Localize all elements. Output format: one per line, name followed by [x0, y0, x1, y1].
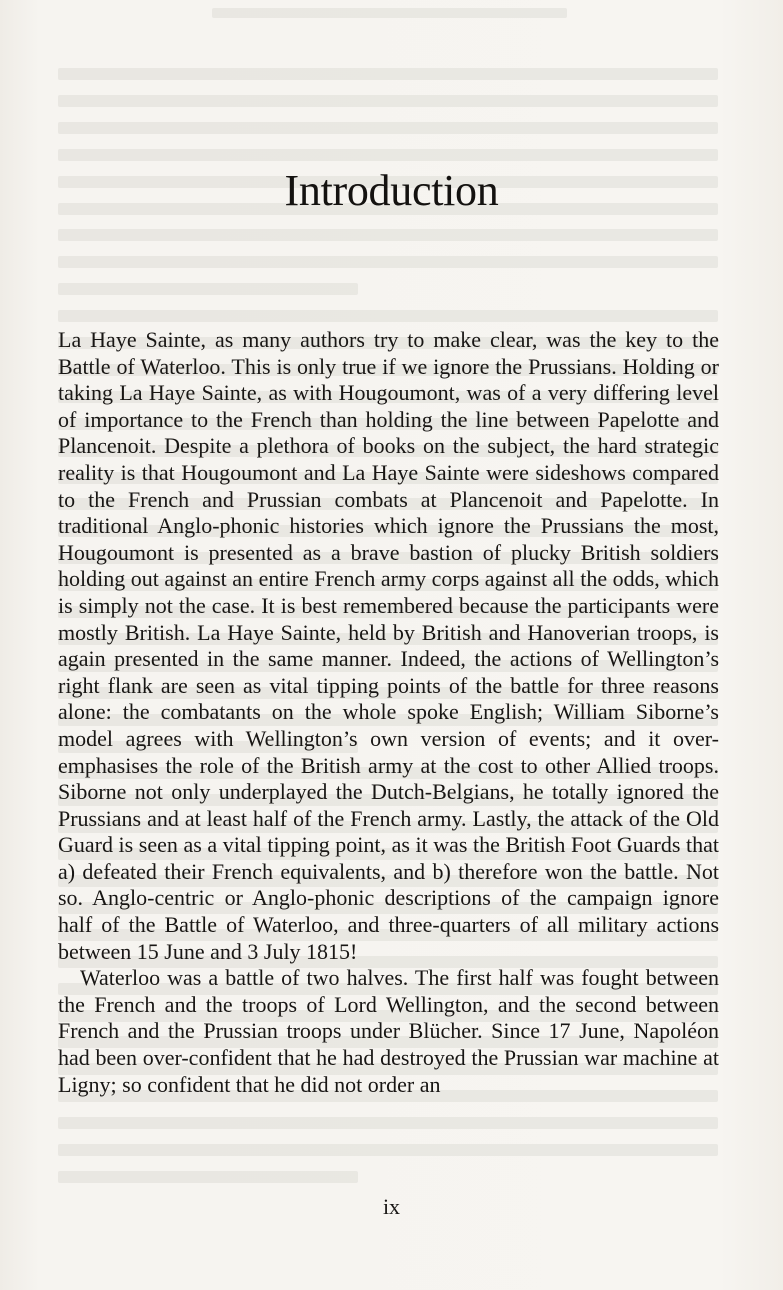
show-through-line — [58, 95, 718, 107]
show-through-line — [58, 1171, 358, 1183]
show-through-header — [212, 8, 567, 18]
body-text — [58, 327, 719, 1098]
show-through-line — [58, 1144, 718, 1156]
show-through-line — [58, 229, 718, 241]
show-through-line — [58, 256, 718, 268]
paragraph-1: La Haye Sainte, as many authors try to make clear, was the key to the Battle of Waterloo. This is only true if we ignore the Prussians. Holding or taking La Haye Sainte, as with Hougoumont, was of a very differing level of importance to the French than holding the line between Papelotte and Plancenoit. Despite a plethora of books on the subject, the hard strategic reality is that Hougoumont and La Haye Sainte were sideshows compared to the French and Prussian combats at Plancenoit and Papelotte. In traditional Anglo-phonic histories which ignore the Prussians the most, Hougoumont is presented as a brave bastion of plucky British soldiers holding out against an entire French army corps against all the odds, which is simply not the case. It is best remembered because the participants were mostly British. La Haye Sainte, held by British and Hanoverian troops, is again presented in the same manner. Indeed, the actions of Wellington’s right flank are seen as vital tipping points of the battle for three reasons alone: the combatants on the whole spoke English; William Siborne’s model agrees with Wellington’s own version of events; and it over-emphasises the role of the British army at the cost to other Allied troops. Siborne not only underplayed the Dutch-Belgians, he totally ignored the Prussians and at least half of the French army. Lastly, the attack of the Old Guard is seen as a vital tipping point, as it was the British Foot Guards that a) defeated their French equivalents, and b) therefore won the battle. Not so. Anglo-centric or Anglo-phonic descriptions of the campaign ignore half of the Battle of Waterloo, and three-quarters of all military actions between 15 June and 3 July 1815! — [58, 327, 719, 964]
page-number: ix — [382, 1194, 401, 1219]
show-through-line — [58, 283, 358, 295]
paragraph-2: Waterloo was a battle of two halves. The first half was fought between the French and the troops of Lord Wellington, and the second between French and the Prussian troops under Blücher. Since 17 June, Napoléon had been over-confident that he had destroyed the Prussian war machine at Ligny; so confident that he did not order an — [58, 965, 719, 1097]
show-through-line — [58, 1117, 718, 1129]
show-through-line — [58, 310, 718, 322]
show-through-line — [58, 68, 718, 80]
show-through-line — [58, 149, 718, 161]
show-through-line — [58, 122, 718, 134]
chapter-title: Introduction — [284, 166, 499, 215]
